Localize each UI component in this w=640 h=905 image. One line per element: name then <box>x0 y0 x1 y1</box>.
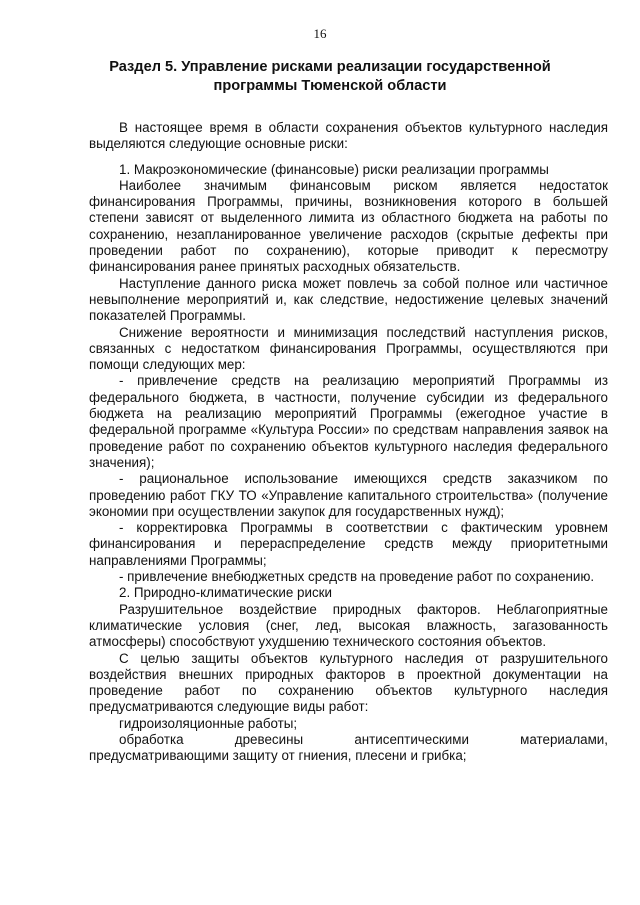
list-item-waterproofing: гидроизоляционные работы; <box>119 715 298 731</box>
section-title: Раздел 5. Управление рисками реализации государственной программы Тюменской области <box>109 59 551 94</box>
paragraph-natural-factors: Разрушительное воздействие природных факторов. Неблагоприятные климатические условия (снег, лед, высокая влажность, загазованность атмосферы) способствуют ухудшению технического состояния объектов. <box>89 601 608 650</box>
list-item-extrabudgetary: - привлечение внебюджетных средств на проведение работ по сохранению. <box>119 569 595 585</box>
page-number: 16 <box>313 26 327 41</box>
paragraph-mitigation-intro: Снижение вероятности и минимизация последствий наступления рисков, связанных с недостатком финансирования Программы, осуществляются при помощи следующих мер: <box>89 324 608 373</box>
list-item-program-adjustment: - корректировка Программы в соответствии с фактическим уровнем финансирования и перераспределение средств между приоритетными направлениями Программы; <box>89 520 608 568</box>
intro-paragraph: В настоящее время в области сохранения объектов культурного наследия выделяются следующие основные риски: <box>89 120 608 152</box>
list-item-rational-use: - рациональное использование имеющихся средств заказчиком по проведению работ ГКУ ТО «Управление капитального строительства» (получение экономии при осуществлении закупок для государственных нужд); <box>89 471 608 519</box>
document-body <box>89 120 608 765</box>
list-item-federal-funds: - привлечение средств на реализацию мероприятий Программы из федерального бюджета, в частности, получение субсидии из федерального бюджета на реализацию мероприятий Программы (ежегодное участие в федеральной программе «Культура России» по средствам направления заявок на проведение работ по сохранению объектов культурного наследия федерального значения); <box>89 373 608 470</box>
paragraph-financial-risk: Наиболее значимым финансовым риском является недостаток финансирования Программы, причины, возникновения которого в большей степени зависят от выделенного лимита из областного бюджета на работы по сохранению, незапланированное увеличение расходов (скрытые дефекты при проведении работ по сохранению), которые приводит к пересмотру финансирования ранее принятых расходных обязательств. <box>89 177 608 275</box>
paragraph-risk-consequence: Наступление данного риска может повлечь за собой полное или частичное невыполнение мероприятий и, как следствие, недостижение целевых значений показателей Программы. <box>89 275 608 324</box>
list-item-wood-treatment: обработка древесины антисептическими материалами, предусматривающими защиту от гниения, плесени и грибка; <box>89 731 608 764</box>
risk-heading-climatic: 2. Природно-климатические риски <box>119 585 333 601</box>
risk-heading-financial: 1. Макроэкономические (финансовые) риски реализации программы <box>119 161 549 177</box>
paragraph-protection-works: С целью защиты объектов культурного наследия от разрушительного воздействия внешних природных факторов в проектной документации на проведение работ по сохранению объектов культурного наследия предусматриваются следующие виды работ: <box>89 650 608 715</box>
